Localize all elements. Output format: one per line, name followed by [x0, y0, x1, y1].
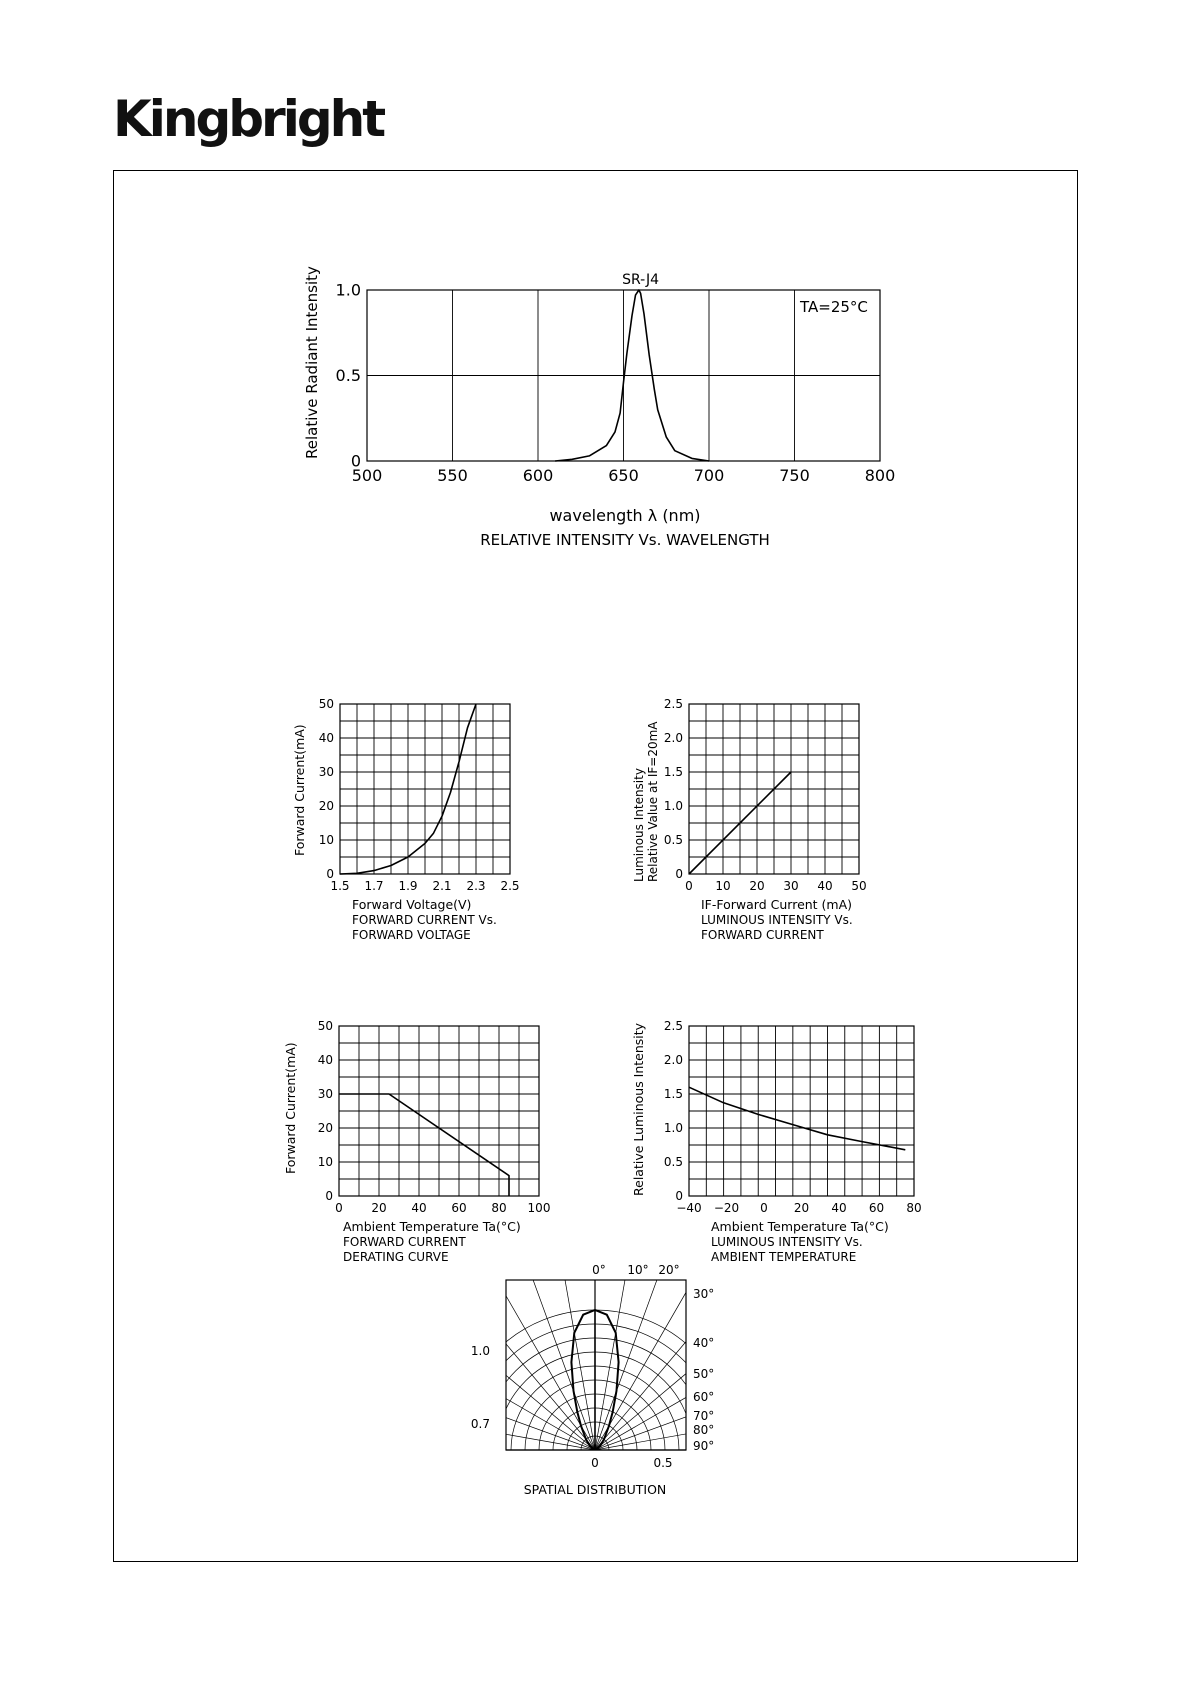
spatial-title: SPATIAL DISTRIBUTION	[523, 1482, 667, 1497]
iv-luminous-xtick-label: 50	[851, 879, 867, 893]
spatial-ray	[338, 1144, 595, 1450]
spectrum-xtick-label: 500	[351, 466, 383, 485]
iv-title-line1: FORWARD CURRENT Vs.	[352, 913, 497, 927]
temp-luminous-xtick-label: 60	[868, 1201, 885, 1215]
iv-ytick-label: 10	[318, 833, 334, 848]
iv-xtick-label: 2.5	[500, 879, 520, 893]
temp-luminous-xtick-label: 0	[760, 1201, 768, 1215]
spatial-angle-label: 40°	[693, 1336, 715, 1350]
derating-xtick-label: 100	[527, 1201, 551, 1215]
derating-ytick-label: 40	[317, 1053, 333, 1068]
spatial-radial-label: 0.7	[470, 1417, 490, 1431]
kingbright-logo: Kingbright	[113, 90, 384, 148]
spatial-angle-label: 50°	[693, 1367, 715, 1381]
iv-luminous-xtick-label: 30	[783, 879, 799, 893]
spectrum-xtick-label: 600	[522, 466, 554, 485]
spatial-angle-label: 20°	[658, 1263, 680, 1277]
derating-title-line2: DERATING CURVE	[343, 1250, 449, 1264]
spectrum-xtick-label: 550	[437, 466, 468, 485]
temp-luminous-xtick-label: 20	[793, 1201, 810, 1215]
iv-xlabel: Forward Voltage(V)	[352, 897, 472, 912]
iv-ytick-label: 0	[326, 867, 334, 882]
spatial-angle-label: 30°	[693, 1287, 715, 1301]
derating-ytick-label: 10	[317, 1155, 333, 1170]
spectrum-ytick-label: 1.0	[335, 280, 361, 300]
templum-xlabel: Ambient Temperature Ta(°C)	[711, 1219, 889, 1234]
temp-luminous-ytick-label: 0	[675, 1189, 683, 1204]
temp-luminous-series-line	[689, 1087, 905, 1150]
spatial-ray	[395, 1104, 595, 1450]
spatial-angle-label: 60°	[693, 1390, 715, 1404]
spectrum-ylabel: Relative Radiant Intensity	[303, 266, 321, 459]
temp-luminous-ytick-label: 2.0	[663, 1053, 683, 1068]
temp-luminous-xtick-label: −20	[713, 1201, 740, 1215]
spectrum-xlabel: wavelength λ (nm)	[549, 506, 701, 525]
temp-luminous-xtick-label: −40	[676, 1201, 702, 1215]
spatial-radial-label: 1.0	[470, 1344, 490, 1358]
spatial-ray	[595, 1381, 989, 1450]
spatial-radial-label: 0	[591, 1456, 599, 1470]
spectrum-annotation-part: SR-J4	[622, 272, 660, 288]
temp-luminous-ytick-label: 2.5	[663, 1019, 683, 1034]
spatial-angle-label: 0°	[592, 1263, 606, 1277]
iv-ytick-label: 20	[318, 799, 334, 814]
spectrum-ytick-label: 0.5	[335, 366, 361, 386]
spectrum-title: RELATIVE INTENSITY Vs. WAVELENGTH	[480, 531, 770, 549]
derating-ytick-label: 0	[325, 1189, 333, 1204]
templum-title-line1: LUMINOUS INTENSITY Vs.	[711, 1235, 863, 1249]
spatial-ray	[595, 1313, 971, 1450]
iv-xtick-label: 1.9	[398, 879, 418, 893]
derating-xtick-label: 80	[491, 1201, 507, 1215]
spectrum-xtick-label: 700	[693, 466, 725, 485]
derating-ylabel: Forward Current(mA)	[283, 1042, 298, 1174]
derating-xtick-label: 20	[371, 1201, 387, 1215]
ivlum-xlabel: IF-Forward Current (mA)	[701, 897, 853, 912]
ivlum-ylabel-line1: Luminous Intensity	[632, 768, 646, 882]
spatial-frame	[506, 1280, 686, 1450]
iv-title-line2: FORWARD VOLTAGE	[352, 928, 471, 942]
spatial-angle-label: 90°	[693, 1439, 715, 1453]
iv-luminous-ytick-label: 1.5	[663, 765, 683, 780]
iv-luminous-ytick-label: 0.5	[663, 833, 683, 848]
spectrum-xtick-label: 750	[779, 466, 810, 485]
ivlum-ylabel-line2: Relative Value at IF=20mA	[646, 721, 660, 882]
spatial-ray	[201, 1381, 595, 1450]
ivlum-title-line1: LUMINOUS INTENSITY Vs.	[701, 913, 853, 927]
temp-luminous-xtick-label: 80	[906, 1201, 922, 1215]
temp-luminous-ytick-label: 1.5	[663, 1087, 683, 1102]
iv-luminous-ytick-label: 2.0	[663, 731, 683, 746]
spatial-angle-label: 70°	[693, 1409, 715, 1423]
derating-ytick-label: 50	[317, 1019, 333, 1034]
iv-xtick-label: 2.3	[466, 879, 486, 893]
derating-xlabel: Ambient Temperature Ta(°C)	[343, 1219, 521, 1234]
iv-luminous-xtick-label: 10	[715, 879, 731, 893]
iv-xtick-label: 1.5	[330, 879, 350, 893]
iv-ylabel: Forward Current(mA)	[292, 724, 307, 856]
iv-ytick-label: 50	[318, 697, 334, 712]
iv-luminous-ytick-label: 1.0	[663, 799, 683, 814]
temp-luminous-xtick-label: 40	[831, 1201, 847, 1215]
spatial-radial-label: 0.5	[653, 1456, 673, 1470]
spectrum-xtick-label: 800	[864, 466, 896, 485]
spatial-ray	[219, 1313, 595, 1450]
spatial-angle-label: 80°	[693, 1423, 715, 1437]
iv-luminous-xtick-label: 0	[685, 879, 693, 893]
derating-xtick-label: 40	[411, 1201, 427, 1215]
temp-luminous-ytick-label: 1.0	[663, 1121, 683, 1136]
spectrum-xtick-label: 650	[608, 466, 639, 485]
ivlum-title-line2: FORWARD CURRENT	[701, 928, 824, 942]
iv-luminous-ytick-label: 2.5	[663, 697, 683, 712]
iv-xtick-label: 1.7	[364, 879, 384, 893]
iv-luminous-xtick-label: 20	[749, 879, 765, 893]
templum-title-line2: AMBIENT TEMPERATURE	[711, 1250, 857, 1264]
derating-xtick-label: 0	[335, 1201, 343, 1215]
derating-title-line1: FORWARD CURRENT	[343, 1235, 466, 1249]
spectrum-ytick-label: 0	[350, 451, 361, 471]
derating-ytick-label: 30	[317, 1087, 333, 1102]
iv-xtick-label: 2.1	[432, 879, 452, 893]
temp-luminous-ytick-label: 0.5	[663, 1155, 683, 1170]
spectrum-annotation-temp: TA=25°C	[800, 298, 868, 316]
spatial-angle-label: 10°	[627, 1263, 649, 1277]
iv-luminous-ytick-label: 0	[675, 867, 683, 882]
derating-ytick-label: 20	[317, 1121, 333, 1136]
spatial-ray	[595, 1056, 664, 1450]
derating-xtick-label: 60	[451, 1201, 467, 1215]
templum-ylabel: Relative Luminous Intensity	[631, 1022, 646, 1196]
iv-ytick-label: 30	[318, 765, 334, 780]
iv-luminous-xtick-label: 40	[817, 879, 833, 893]
iv-ytick-label: 40	[318, 731, 334, 746]
spatial-ray	[526, 1056, 595, 1450]
